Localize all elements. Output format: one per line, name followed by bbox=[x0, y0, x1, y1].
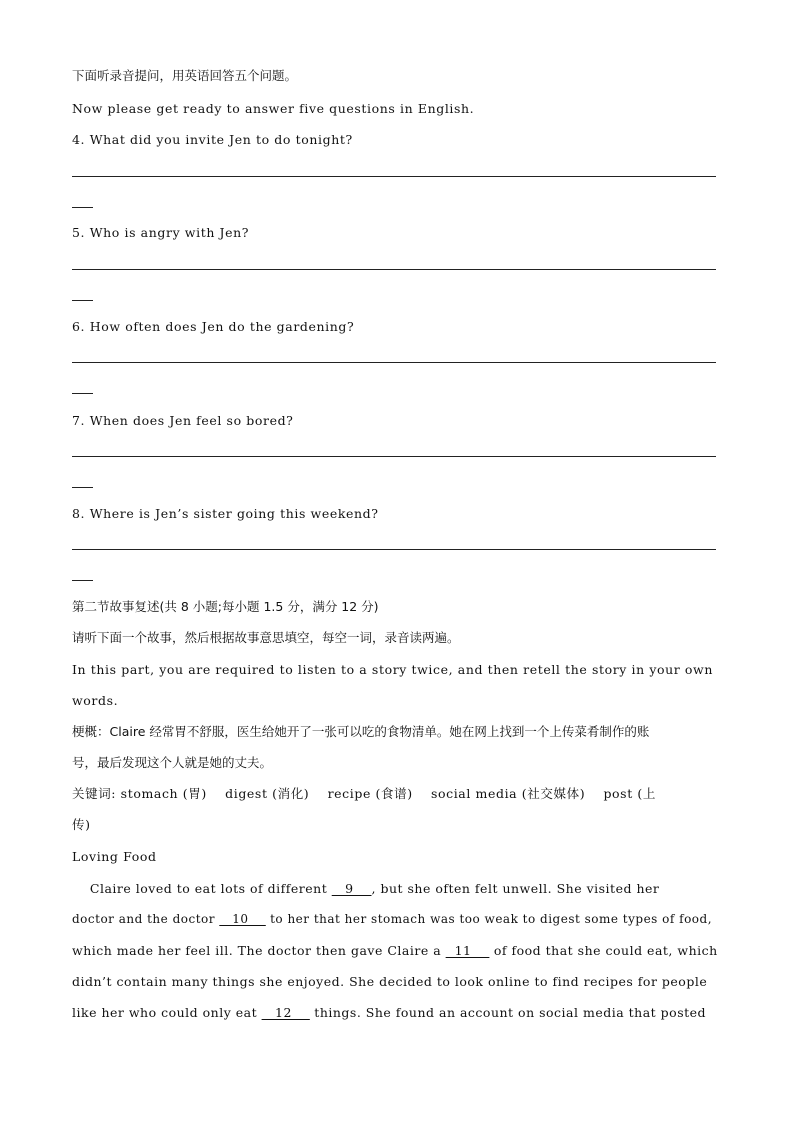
blank-10[interactable]: 10 bbox=[219, 912, 266, 926]
answer-line-7[interactable] bbox=[72, 456, 716, 457]
story-text: Claire loved to eat lots of different bbox=[72, 881, 332, 896]
story-line-1 bbox=[72, 873, 722, 904]
question-5: 5. Who is angry with Jen? bbox=[72, 225, 250, 240]
story-text: to her that her stomach was too weak to digest some types of food, bbox=[265, 912, 713, 926]
blank-11[interactable]: 11 bbox=[445, 943, 490, 958]
story-text: which made her feel ill. The doctor then gave Claire a bbox=[72, 943, 446, 958]
story-text: didn’t contain many things she enjoyed. She decided to look online to find recipes for people bbox=[72, 974, 708, 989]
story-text: , but she often felt unwell. She visited her bbox=[371, 881, 660, 896]
question-8: 8. Where is Jen’s sister going this weekend? bbox=[72, 506, 379, 521]
blank-9[interactable]: 9 bbox=[331, 881, 372, 896]
answer-line-7-end bbox=[72, 487, 93, 488]
story-text: like her who could only eat bbox=[72, 1005, 262, 1020]
section2-instruction-en-1: In this part, you are required to listen to a story twice, and then retell the story in your own bbox=[72, 662, 714, 677]
summary-line-2: 号，最后发现这个人就是她的丈夫。 bbox=[72, 755, 273, 770]
question-6: 6. How often does Jen do the gardening? bbox=[72, 319, 355, 334]
question-7: 7. When does Jen feel so bored? bbox=[72, 413, 294, 428]
section1-instruction-en: Now please get ready to answer five questions in English. bbox=[72, 101, 475, 116]
story-line-4 bbox=[72, 966, 722, 997]
answer-line-5[interactable] bbox=[72, 269, 716, 270]
story-title: Loving Food bbox=[72, 849, 157, 864]
answer-line-4[interactable] bbox=[72, 176, 716, 177]
keywords-line-1: 关键词: stomach (胃) digest (消化) recipe (食谱) social media (社交媒体) post (上 bbox=[72, 786, 656, 801]
answer-line-4-end bbox=[72, 207, 93, 208]
story-line-3 bbox=[72, 935, 722, 966]
answer-line-8-end bbox=[72, 580, 93, 581]
blank-12[interactable]: 12 bbox=[261, 1005, 310, 1020]
section2-heading: 第二节故事复述(共 8 小题;每小题 1.5 分，满分 12 分) bbox=[72, 599, 379, 614]
answer-line-6-end bbox=[72, 393, 93, 394]
question-4: 4. What did you invite Jen to do tonight? bbox=[72, 132, 353, 147]
keywords-line-2: 传) bbox=[72, 817, 91, 832]
answer-line-6[interactable] bbox=[72, 362, 716, 363]
answer-line-8[interactable] bbox=[72, 549, 716, 550]
story-text: doctor and the doctor bbox=[72, 912, 220, 926]
story-text: of food that she could eat, which bbox=[489, 943, 718, 958]
answer-line-5-end bbox=[72, 300, 93, 301]
section2-instruction-cn: 请听下面一个故事，然后根据故事意思填空，每空一词，录音读两遍。 bbox=[72, 630, 460, 645]
story-text: things. She found an account on social media that posted bbox=[309, 1005, 707, 1020]
section2-instruction-en-2: words. bbox=[72, 693, 119, 708]
section1-instruction-cn: 下面听录音提问，用英语回答五个问题。 bbox=[72, 68, 298, 83]
story-line-2 bbox=[72, 904, 722, 935]
story-paragraph bbox=[72, 873, 722, 1028]
story-line-5 bbox=[72, 997, 722, 1028]
summary-line-1: 梗概：Claire 经常胃不舒服，医生给她开了一张可以吃的食物清单。她在网上找到一个上传菜肴制作的账 bbox=[72, 724, 650, 739]
